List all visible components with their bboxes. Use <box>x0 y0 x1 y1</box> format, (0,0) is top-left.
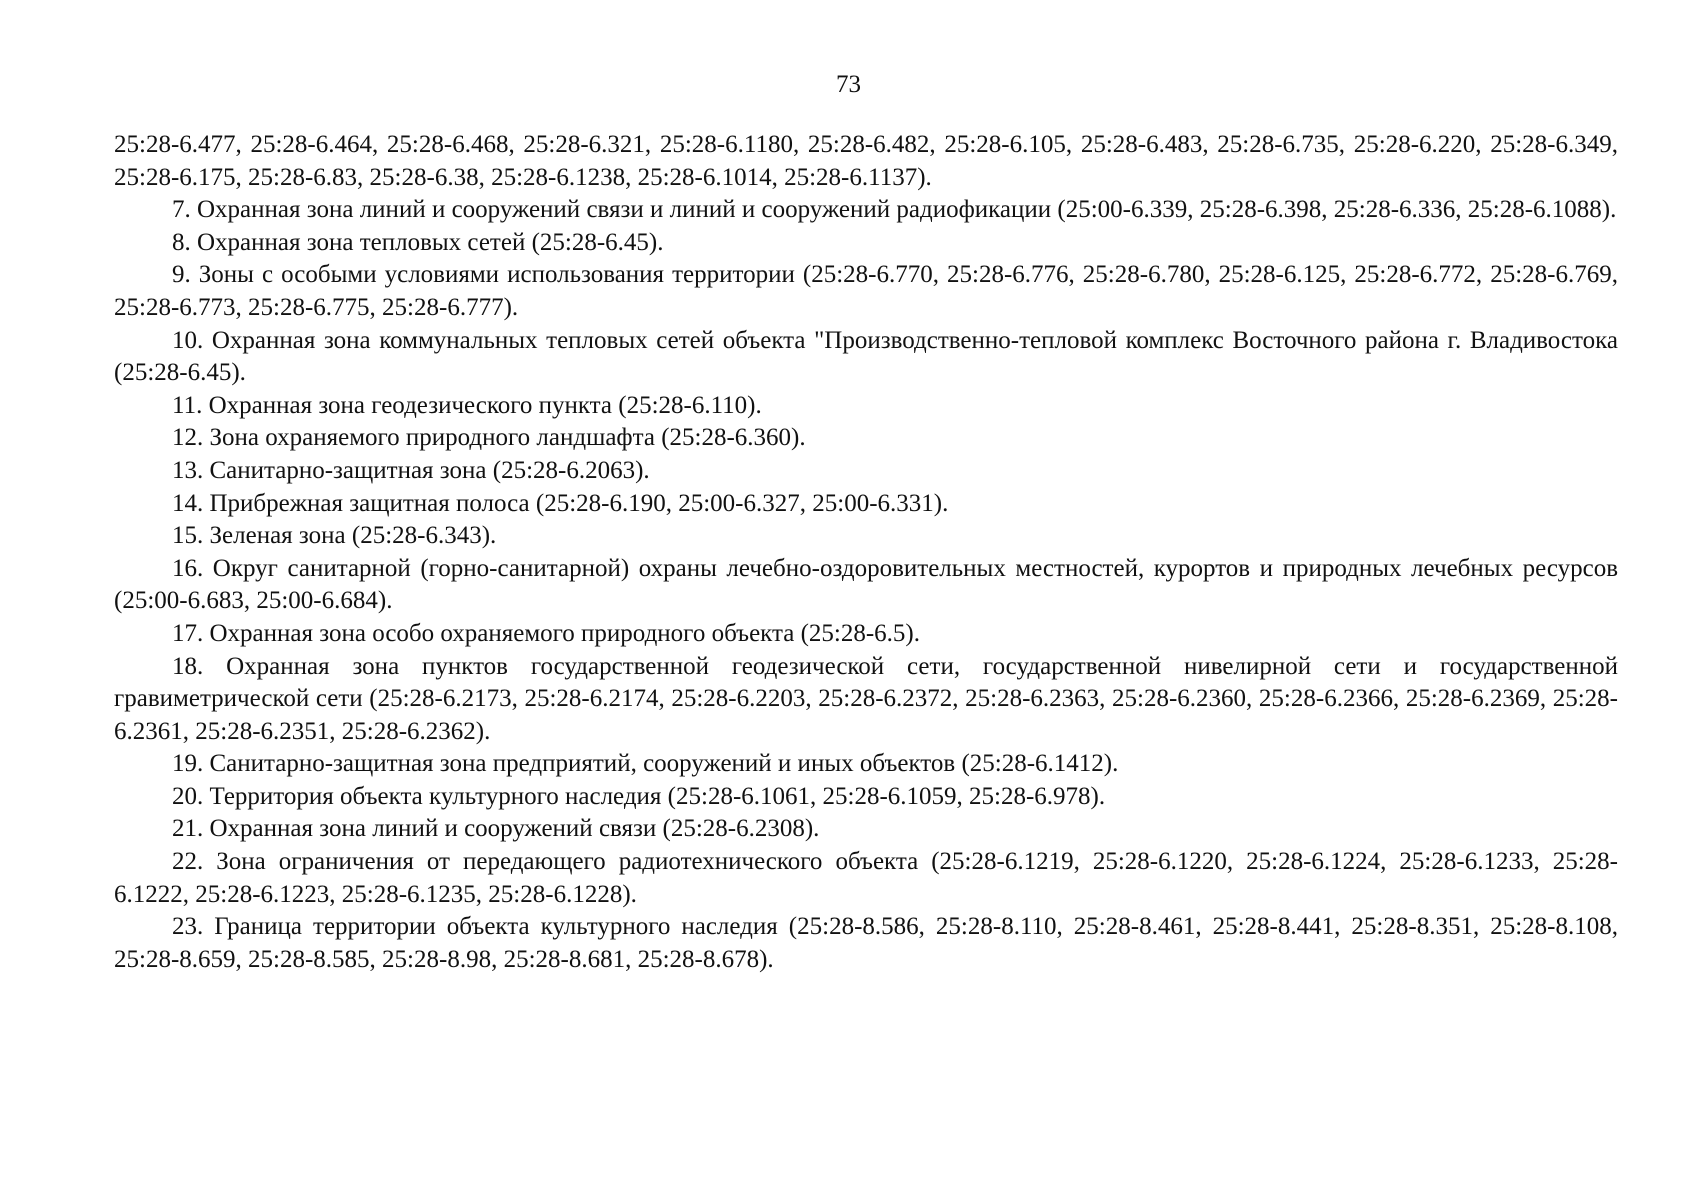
page-number: 73 <box>836 71 861 98</box>
list-item-22: 22. Зона ограничения от передающего радиотехнического объекта (25:28-6.1219, 25:28-6.1220, 25:28-6.1224, 25:28-6.1233, 25:28-6.1222, 25:28-6.1223, 25:28-6.1235, 25:28-6.1228). <box>114 848 1618 908</box>
list-item-14: 14. Прибрежная защитная полоса (25:28-6.190, 25:00-6.327, 25:00-6.331). <box>172 489 949 517</box>
list-item-7: 7. Охранная зона линий и сооружений связи и линий и сооружений радиофикации (25:00-6.339, 25:28-6.398, 25:28-6.336, 25:28-6.1088). <box>172 196 1617 224</box>
paragraph-continuation: 25:28-6.477, 25:28-6.464, 25:28-6.468, 25:28-6.321, 25:28-6.1180, 25:28-6.482, 25:28-6.105, 25:28-6.483, 25:28-6.735, 25:28-6.220, 25:28-6.349, 25:28-6.175, 25:28-6.83, 25:28-6.38, 25:28-6.1238, 25:28-6.1014, 25:28-6.1137). <box>114 131 1618 191</box>
list-item-10: 10. Охранная зона коммунальных тепловых сетей объекта "Производственно-тепловой комплекс Восточного района г. Владивостока (25:28-6.45). <box>114 326 1618 387</box>
list-item-13: 13. Санитарно-защитная зона (25:28-6.2063). <box>172 456 650 484</box>
document-body <box>114 129 1618 976</box>
list-item-18: 18. Охранная зона пунктов государственной геодезической сети, государственной нивелирной сети и государственной гравиметрической сети (25:28-6.2173, 25:28-6.2174, 25:28-6.2203, 25:28-6.2372, 25:28-6.2363, 25:28-6.2360, 25:28-6.2366, 25:28-6.2369, 25:28-6.2361, 25:28-6.2351, 25:28-6.2362). <box>114 652 1618 745</box>
list-item-20: 20. Территория объекта культурного наследия (25:28-6.1061, 25:28-6.1059, 25:28-6.978). <box>172 782 1106 810</box>
list-item-21: 21. Охранная зона линий и сооружений связи (25:28-6.2308). <box>172 815 820 843</box>
list-item-16: 16. Округ санитарной (горно-санитарной) охраны лечебно-оздоровительных местностей, курортов и природных лечебных ресурсов (25:00-6.683, 25:00-6.684). <box>114 554 1618 615</box>
list-item-17: 17. Охранная зона особо охраняемого природного объекта (25:28-6.5). <box>172 619 920 647</box>
list-item-11: 11. Охранная зона геодезического пункта (25:28-6.110). <box>172 391 762 419</box>
list-item-9: 9. Зоны с особыми условиями использования территории (25:28-6.770, 25:28-6.776, 25:28-6.780, 25:28-6.125, 25:28-6.772, 25:28-6.769, 25:28-6.773, 25:28-6.775, 25:28-6.777). <box>114 261 1618 321</box>
list-item-12: 12. Зона охраняемого природного ландшафта (25:28-6.360). <box>172 424 806 452</box>
list-item-15: 15. Зеленая зона (25:28-6.343). <box>172 522 497 550</box>
list-item-23: 23. Граница территории объекта культурного наследия (25:28-8.586, 25:28-8.110, 25:28-8.461, 25:28-8.441, 25:28-8.351, 25:28-8.108, 25:28-8.659, 25:28-8.585, 25:28-8.98, 25:28-8.681, 25:28-8.678). <box>114 913 1618 973</box>
list-item-8: 8. Охранная зона тепловых сетей (25:28-6.45). <box>172 228 664 256</box>
list-item-19: 19. Санитарно-защитная зона предприятий, сооружений и иных объектов (25:28-6.1412). <box>172 750 1119 778</box>
